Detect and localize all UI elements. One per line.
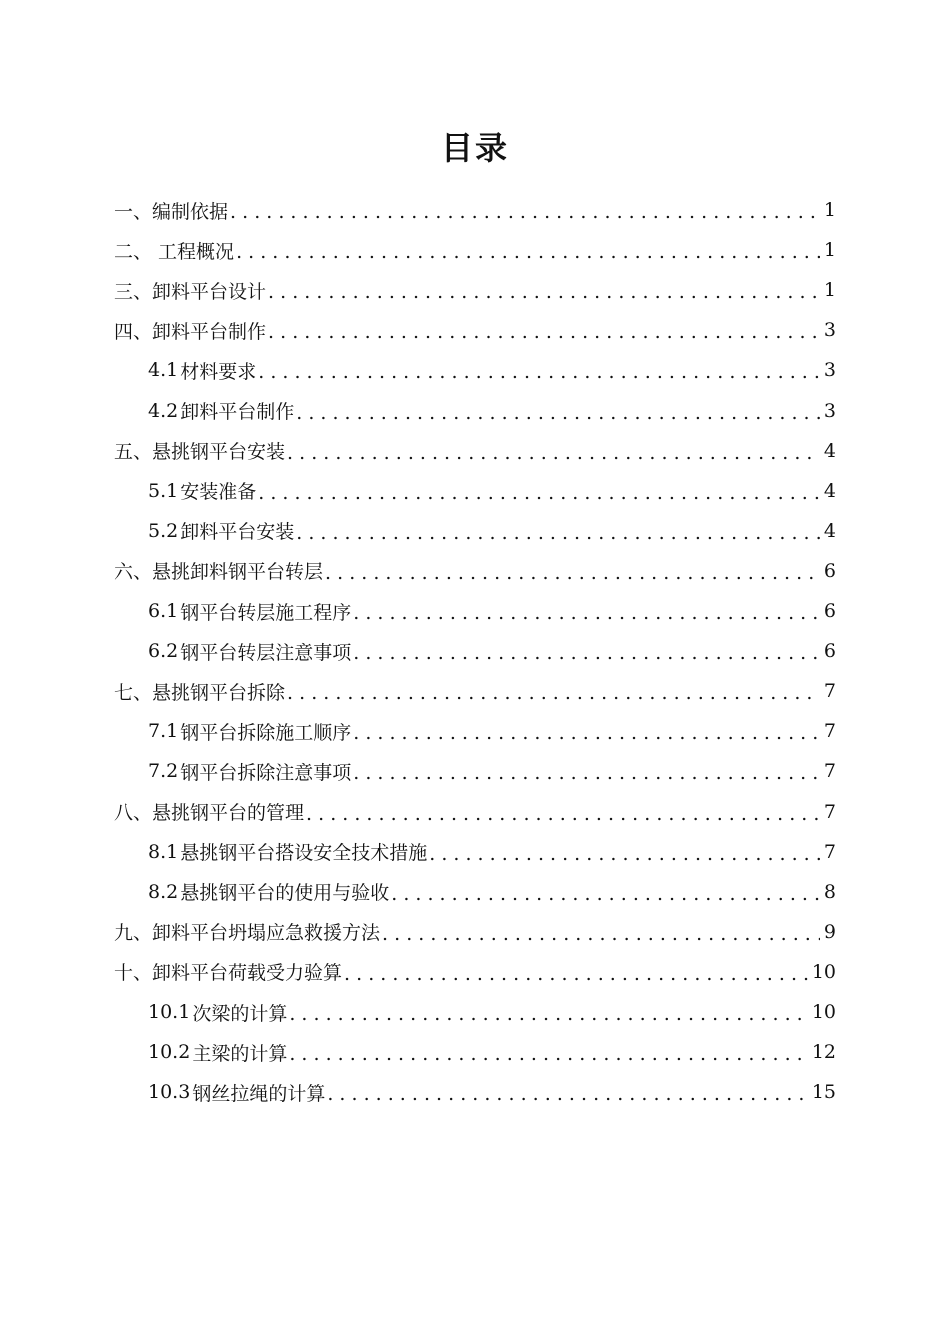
toc-entry-page-number: 7 — [823, 840, 836, 863]
toc-entry-label: 钢丝拉绳的计算 — [192, 1082, 326, 1105]
page-title: 目录 — [440, 129, 509, 167]
toc-entry-number: 5.1 — [148, 479, 179, 502]
toc-entry[interactable] — [148, 511, 836, 551]
toc-dot-leader — [287, 442, 820, 464]
toc-entry-number: 8.1 — [148, 840, 179, 863]
toc-entry-page-number: 15 — [811, 1081, 836, 1104]
toc-dot-leader — [268, 281, 820, 303]
toc-dot-leader — [268, 321, 820, 343]
toc-entry-number: 6.2 — [148, 640, 179, 663]
toc-entry[interactable] — [114, 952, 836, 992]
toc-entry-number: 7.1 — [148, 720, 179, 743]
toc-entry[interactable] — [148, 1032, 836, 1072]
toc-entry-label: 悬挑卸料钢平台转层 — [152, 561, 324, 584]
toc-entry-label: 安装准备 — [180, 481, 257, 504]
toc-entry-label: 主梁的计算 — [192, 1042, 288, 1065]
toc-entry-page-number: 1 — [823, 239, 836, 262]
toc-entry-number: 10.1 — [148, 1001, 191, 1023]
toc-entry-number: 八、 — [114, 802, 153, 824]
toc-entry-label: 卸料平台制作 — [152, 320, 267, 343]
toc-entry-label: 卸料平台安装 — [180, 521, 295, 544]
toc-dot-leader — [306, 803, 820, 825]
toc-entry-page-number: 8 — [823, 880, 836, 903]
toc-dot-leader — [353, 762, 820, 784]
toc-entry-label: 钢平台拆除注意事项 — [180, 761, 352, 784]
toc-entry-page-number: 7 — [823, 680, 836, 703]
toc-entry[interactable] — [148, 631, 836, 671]
toc-dot-leader — [258, 361, 820, 383]
toc-entry-label: 工程概况 — [152, 240, 235, 263]
toc-dot-leader — [327, 1083, 807, 1105]
toc-entry-number: 七、 — [114, 681, 153, 704]
toc-entry-label: 悬挑钢平台搭设安全技术措施 — [180, 842, 428, 865]
toc-entry-page-number: 3 — [823, 359, 836, 382]
toc-entry[interactable] — [148, 872, 836, 912]
toc-entry-number: 九、 — [114, 922, 153, 945]
toc-entry-page-number: 4 — [823, 519, 836, 542]
toc-entry[interactable] — [148, 391, 836, 431]
toc-entry[interactable] — [148, 751, 836, 791]
toc-entry-page-number: 9 — [823, 920, 836, 943]
toc-entry-page-number: 3 — [823, 319, 836, 342]
toc-entry-page-number: 1 — [823, 279, 836, 302]
toc-entry-number: 6.1 — [148, 600, 179, 622]
toc-dot-leader — [353, 602, 820, 624]
toc-entry-number: 十、 — [114, 962, 153, 985]
toc-entry-page-number: 7 — [823, 760, 836, 783]
toc-entry-number: 7.2 — [148, 760, 179, 783]
toc-entry-label: 卸料平台设计 — [152, 280, 267, 303]
toc-entry[interactable] — [148, 711, 836, 751]
toc-entry-label: 钢平台转层施工程序 — [180, 601, 352, 624]
toc-dot-leader — [287, 682, 820, 704]
toc-entry-number: 四、 — [114, 320, 153, 343]
toc-entry[interactable] — [114, 230, 836, 270]
toc-entry-label: 钢平台拆除施工顺序 — [180, 721, 352, 744]
toc-dot-leader — [353, 722, 820, 744]
toc-entry-page-number: 7 — [823, 720, 836, 743]
toc-dot-leader — [296, 522, 820, 544]
toc-entry[interactable] — [148, 471, 836, 511]
toc-entry-page-number: 12 — [811, 1041, 836, 1064]
toc-entry[interactable] — [114, 551, 836, 591]
toc-dot-leader — [289, 1003, 807, 1025]
toc-entry-number: 4.2 — [148, 399, 179, 422]
toc-entry-page-number: 3 — [823, 399, 836, 422]
toc-dot-leader — [289, 1043, 807, 1065]
toc-entry-label: 卸料平台制作 — [180, 401, 295, 423]
toc-entry-label: 钢平台转层注意事项 — [180, 641, 352, 664]
toc-entry-label: 悬挑钢平台拆除 — [152, 681, 286, 704]
toc-dot-leader — [382, 923, 820, 945]
toc-entry-label: 编制依据 — [152, 200, 229, 223]
toc-entry-number: 二、 — [114, 240, 153, 263]
toc-entry-label: 悬挑钢平台的管理 — [152, 802, 305, 824]
toc-entry-page-number: 6 — [823, 559, 836, 582]
toc-entry[interactable] — [114, 190, 836, 230]
toc-entry-number: 六、 — [114, 561, 153, 584]
toc-entry-number: 三、 — [114, 280, 153, 303]
toc-entry[interactable] — [148, 1072, 836, 1112]
toc-dot-leader — [429, 843, 820, 865]
toc-entry-page-number: 1 — [823, 199, 836, 221]
toc-entry-page-number: 4 — [823, 479, 836, 502]
toc-entry[interactable] — [148, 591, 836, 631]
toc-dot-leader — [296, 402, 820, 424]
toc-dot-leader — [258, 482, 820, 504]
toc-entry-number: 10.3 — [148, 1081, 191, 1104]
toc-entry[interactable] — [148, 992, 836, 1032]
toc-dot-leader — [230, 201, 820, 223]
toc-entry-number: 5.2 — [148, 519, 179, 542]
toc-entry-page-number: 10 — [811, 1001, 836, 1023]
toc-entry-label: 材料要求 — [180, 360, 257, 383]
toc-entry-number: 4.1 — [148, 359, 179, 382]
toc-entry[interactable] — [114, 270, 836, 310]
toc-dot-leader — [391, 883, 820, 905]
toc-entry-label: 悬挑钢平台的使用与验收 — [180, 882, 390, 905]
toc-entry[interactable] — [114, 310, 836, 350]
toc-entry-page-number: 4 — [823, 439, 836, 462]
toc-entry[interactable] — [148, 350, 836, 390]
toc-entry-page-number: 6 — [823, 600, 836, 622]
toc-entry-page-number: 10 — [811, 960, 836, 983]
toc-entry-number: 8.2 — [148, 880, 179, 903]
toc-entry[interactable] — [114, 671, 836, 711]
toc-dot-leader — [325, 562, 820, 584]
toc-entry-number: 一、 — [114, 200, 153, 223]
toc-entry[interactable] — [114, 912, 836, 952]
toc-dot-leader — [353, 642, 820, 664]
toc-entry-label: 卸料平台荷载受力验算 — [152, 962, 343, 985]
toc-entry-number: 五、 — [114, 441, 153, 464]
toc-dot-leader — [236, 241, 820, 263]
toc-entry-page-number: 7 — [823, 800, 836, 823]
toc-entry-label: 悬挑钢平台安装 — [152, 441, 286, 464]
toc-entry-page-number: 6 — [823, 640, 836, 663]
toc-entry-label: 次梁的计算 — [192, 1002, 288, 1025]
toc-entry-label: 卸料平台坍塌应急救援方法 — [152, 922, 381, 945]
toc-dot-leader — [344, 963, 808, 985]
toc-entry[interactable] — [148, 832, 836, 872]
toc-entry-number: 10.2 — [148, 1041, 191, 1064]
toc-entry[interactable] — [114, 792, 836, 832]
toc-entry[interactable] — [114, 431, 836, 471]
